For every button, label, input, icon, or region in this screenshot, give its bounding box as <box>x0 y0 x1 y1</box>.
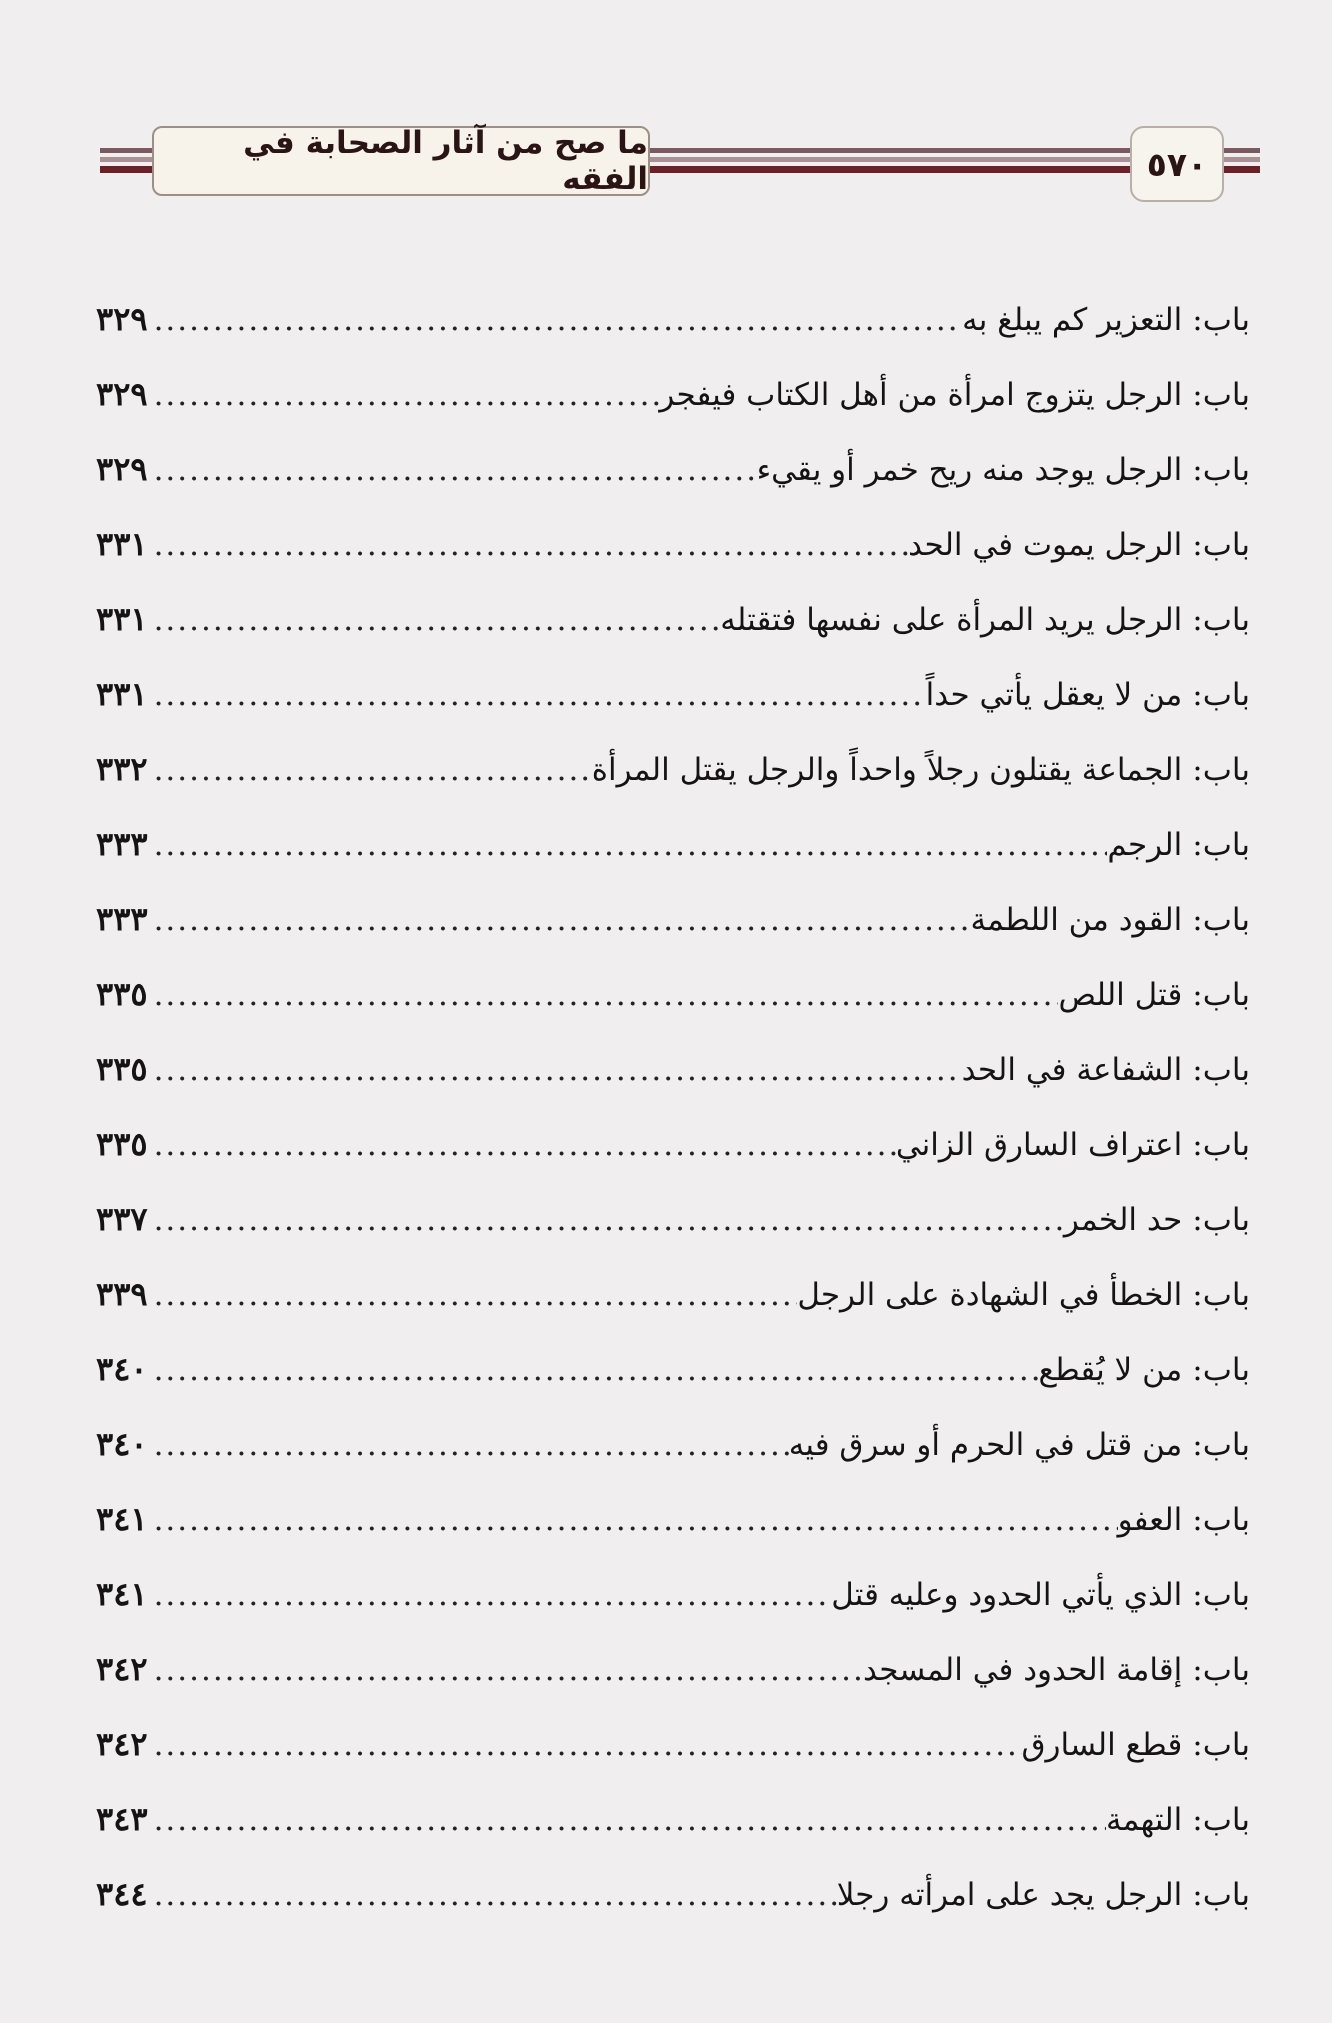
toc-entry <box>96 1332 1250 1407</box>
toc-entry <box>96 507 1250 582</box>
toc-entry-title: من قتل في الحرم أو سرق فيه <box>788 1427 1183 1463</box>
toc-entry <box>96 1107 1250 1182</box>
toc-entry <box>96 1782 1250 1857</box>
toc-entry-prefix: باب: <box>1192 1427 1250 1463</box>
page-number: ٥٧٠ <box>1130 126 1224 202</box>
toc-entry-prefix: باب: <box>1192 527 1250 563</box>
toc-leader-dots <box>148 1858 837 1933</box>
toc-leader-dots <box>148 733 592 808</box>
toc-entry-page: ٣٣٥ <box>96 1125 148 1163</box>
toc-entry <box>96 282 1250 357</box>
toc-entry <box>96 1857 1250 1932</box>
toc-entry-page: ٣٣١ <box>96 525 148 563</box>
toc-entry-page: ٣٢٩ <box>96 300 148 338</box>
toc-entry-page: ٣٣١ <box>96 675 148 713</box>
toc-leader-dots <box>148 808 1108 883</box>
toc-entry-title: الجماعة يقتلون رجلاً واحداً والرجل يقتل المرأة <box>591 752 1183 788</box>
toc-entry <box>96 1032 1250 1107</box>
toc-leader-dots <box>148 1558 832 1633</box>
toc-entry-title: العفو <box>1117 1502 1183 1538</box>
toc-leader-dots <box>148 1633 863 1708</box>
table-of-contents <box>96 282 1250 1932</box>
toc-leader-dots <box>148 883 971 958</box>
toc-entry-page: ٣٣٧ <box>96 1200 148 1238</box>
toc-entry-page: ٣٤٣ <box>96 1800 148 1838</box>
toc-entry <box>96 357 1250 432</box>
page-header <box>0 118 1332 212</box>
toc-entry-title: اعتراف السارق الزاني <box>895 1127 1183 1163</box>
toc-leader-dots <box>148 1033 962 1108</box>
toc-entry-title: الرجل يجد على امرأته رجلا <box>836 1877 1183 1913</box>
toc-entry-title: حد الخمر <box>1063 1202 1183 1238</box>
toc-entry <box>96 1182 1250 1257</box>
toc-entry-prefix: باب: <box>1192 1727 1250 1763</box>
toc-entry-prefix: باب: <box>1192 1202 1250 1238</box>
toc-entry-title: الرجم <box>1107 827 1183 863</box>
toc-entry-title: الرجل يوجد منه ريح خمر أو يقيء <box>756 452 1183 488</box>
toc-leader-dots <box>148 1333 1039 1408</box>
toc-entry-prefix: باب: <box>1192 1277 1250 1313</box>
toc-entry-prefix: باب: <box>1192 302 1250 338</box>
toc-leader-dots <box>148 283 963 358</box>
toc-entry-page: ٣٣٩ <box>96 1275 148 1313</box>
toc-entry-title: الشفاعة في الحد <box>961 1052 1183 1088</box>
toc-entry <box>96 1482 1250 1557</box>
toc-entry <box>96 1407 1250 1482</box>
toc-entry-title: التعزير كم يبلغ به <box>962 302 1183 338</box>
toc-leader-dots <box>148 1258 798 1333</box>
toc-entry <box>96 882 1250 957</box>
toc-leader-dots <box>148 1783 1106 1858</box>
toc-entry-prefix: باب: <box>1192 977 1250 1013</box>
toc-entry-prefix: باب: <box>1192 1127 1250 1163</box>
toc-entry-title: إقامة الحدود في المسجد <box>862 1652 1183 1688</box>
toc-entry-prefix: باب: <box>1192 902 1250 938</box>
toc-leader-dots <box>148 358 660 433</box>
toc-entry-prefix: باب: <box>1192 827 1250 863</box>
toc-entry-page: ٣٤١ <box>96 1500 148 1538</box>
toc-entry-page: ٣٣٢ <box>96 750 148 788</box>
toc-entry-page: ٣٤٠ <box>96 1350 148 1388</box>
toc-entry-page: ٣٣٥ <box>96 975 148 1013</box>
toc-entry-prefix: باب: <box>1192 1502 1250 1538</box>
toc-entry <box>96 807 1250 882</box>
toc-entry-title: الرجل يتزوج امرأة من أهل الكتاب فيفجر <box>659 377 1183 413</box>
toc-entry-page: ٣٣٥ <box>96 1050 148 1088</box>
toc-entry-prefix: باب: <box>1192 1802 1250 1838</box>
toc-entry-prefix: باب: <box>1192 1577 1250 1613</box>
toc-entry <box>96 1707 1250 1782</box>
toc-entry-prefix: باب: <box>1192 1052 1250 1088</box>
toc-entry-title: الرجل يموت في الحد <box>908 527 1183 563</box>
toc-entry <box>96 432 1250 507</box>
toc-leader-dots <box>148 1408 789 1483</box>
toc-entry-title: من لا يعقل يأتي حداً <box>925 677 1183 713</box>
toc-entry <box>96 582 1250 657</box>
toc-entry <box>96 957 1250 1032</box>
toc-leader-dots <box>148 433 757 508</box>
toc-entry-title: من لا يُقطع <box>1038 1352 1183 1388</box>
toc-entry-prefix: باب: <box>1192 452 1250 488</box>
toc-entry-title: التهمة <box>1106 1802 1183 1838</box>
toc-entry-page: ٣٤٠ <box>96 1425 148 1463</box>
toc-entry-page: ٣٢٩ <box>96 450 148 488</box>
toc-entry <box>96 732 1250 807</box>
toc-entry-page: ٣٤١ <box>96 1575 148 1613</box>
toc-entry-prefix: باب: <box>1192 752 1250 788</box>
toc-entry-title: الرجل يريد المرأة على نفسها فتقتله <box>720 602 1183 638</box>
toc-entry <box>96 1557 1250 1632</box>
toc-leader-dots <box>148 1108 896 1183</box>
toc-entry <box>96 657 1250 732</box>
toc-leader-dots <box>148 1183 1064 1258</box>
toc-entry-prefix: باب: <box>1192 1352 1250 1388</box>
toc-entry-prefix: باب: <box>1192 677 1250 713</box>
toc-leader-dots <box>148 583 721 658</box>
toc-entry-title: القود من اللطمة <box>970 902 1183 938</box>
toc-entry-page: ٣٣١ <box>96 600 148 638</box>
toc-entry-prefix: باب: <box>1192 1652 1250 1688</box>
toc-leader-dots <box>148 658 926 733</box>
toc-entry-page: ٣٢٩ <box>96 375 148 413</box>
toc-entry-page: ٣٤٤ <box>96 1875 148 1913</box>
toc-entry <box>96 1257 1250 1332</box>
toc-entry-title: قطع السارق <box>1021 1727 1183 1763</box>
toc-entry-title: الذي يأتي الحدود وعليه قتل <box>831 1577 1183 1613</box>
toc-leader-dots <box>148 1483 1118 1558</box>
toc-entry-prefix: باب: <box>1192 377 1250 413</box>
toc-entry-title: الخطأ في الشهادة على الرجل <box>797 1277 1183 1313</box>
toc-entry-page: ٣٣٣ <box>96 825 148 863</box>
toc-leader-dots <box>148 508 909 583</box>
toc-entry <box>96 1632 1250 1707</box>
book-title: ما صح من آثار الصحابة في الفقه <box>152 126 650 196</box>
toc-entry-page: ٣٤٢ <box>96 1650 148 1688</box>
toc-leader-dots <box>148 1708 1022 1783</box>
toc-entry-prefix: باب: <box>1192 1877 1250 1913</box>
toc-entry-page: ٣٤٢ <box>96 1725 148 1763</box>
toc-entry-page: ٣٣٣ <box>96 900 148 938</box>
toc-leader-dots <box>148 958 1059 1033</box>
toc-entry-title: قتل اللص <box>1058 977 1183 1013</box>
toc-entry-prefix: باب: <box>1192 602 1250 638</box>
